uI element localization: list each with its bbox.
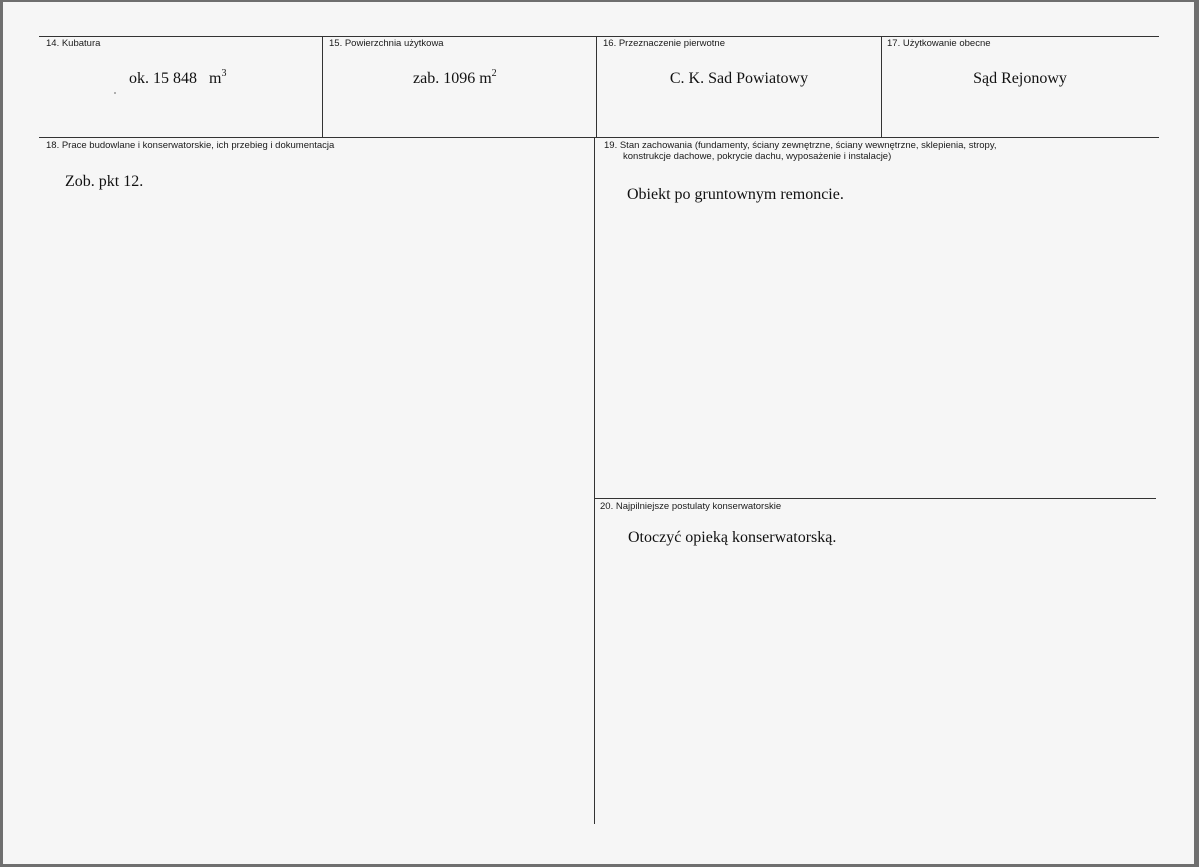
divider-14-15 bbox=[322, 36, 323, 138]
field17-value: Sąd Rejonowy bbox=[973, 70, 1067, 87]
field19-label-line2: konstrukcje dachowe, pokrycie dachu, wyposażenie i instalacje) bbox=[623, 151, 892, 162]
field18-label: 18. Prace budowlane i konserwatorskie, ich przebieg i dokumentacja bbox=[46, 140, 335, 151]
field19-value: Obiekt po gruntownym remoncie. bbox=[627, 186, 844, 203]
form-sheet bbox=[3, 2, 1194, 864]
row1-bottom-rule bbox=[39, 137, 1159, 138]
divider-18-19 bbox=[594, 137, 595, 824]
field16-value: C. K. Sad Powiatowy bbox=[669, 70, 809, 87]
field14-number: ok. 15 848 bbox=[129, 70, 197, 87]
field15-unit-exponent: 2 bbox=[491, 68, 497, 79]
field14-label: 14. Kubatura bbox=[46, 38, 101, 49]
field16-label: 16. Przeznaczenie pierwotne bbox=[603, 38, 725, 49]
field20-label: 20. Najpilniejsze postulaty konserwatorskie bbox=[600, 501, 782, 512]
field14-unit-exponent: 3 bbox=[221, 68, 227, 79]
field18-value: Zob. pkt 12. bbox=[65, 173, 144, 190]
field14-value bbox=[129, 70, 226, 88]
field15-value bbox=[413, 70, 497, 88]
field15-label: 15. Powierzchnia użytkowa bbox=[329, 38, 444, 49]
field19-label-line1: 19. Stan zachowania (fundamenty, ściany zewnętrzne, ściany wewnętrzne, sklepienia, stropy, bbox=[604, 140, 997, 151]
field17-label: 17. Użytkowanie obecne bbox=[887, 38, 991, 49]
top-rule bbox=[39, 36, 1159, 37]
field20-top-rule bbox=[595, 498, 1156, 499]
field20-value: Otoczyć opieką konserwatorską. bbox=[628, 529, 837, 546]
field14-unit: m bbox=[209, 70, 222, 87]
field15-number: zab. 1096 m bbox=[413, 70, 492, 87]
scan-speck bbox=[114, 92, 116, 94]
